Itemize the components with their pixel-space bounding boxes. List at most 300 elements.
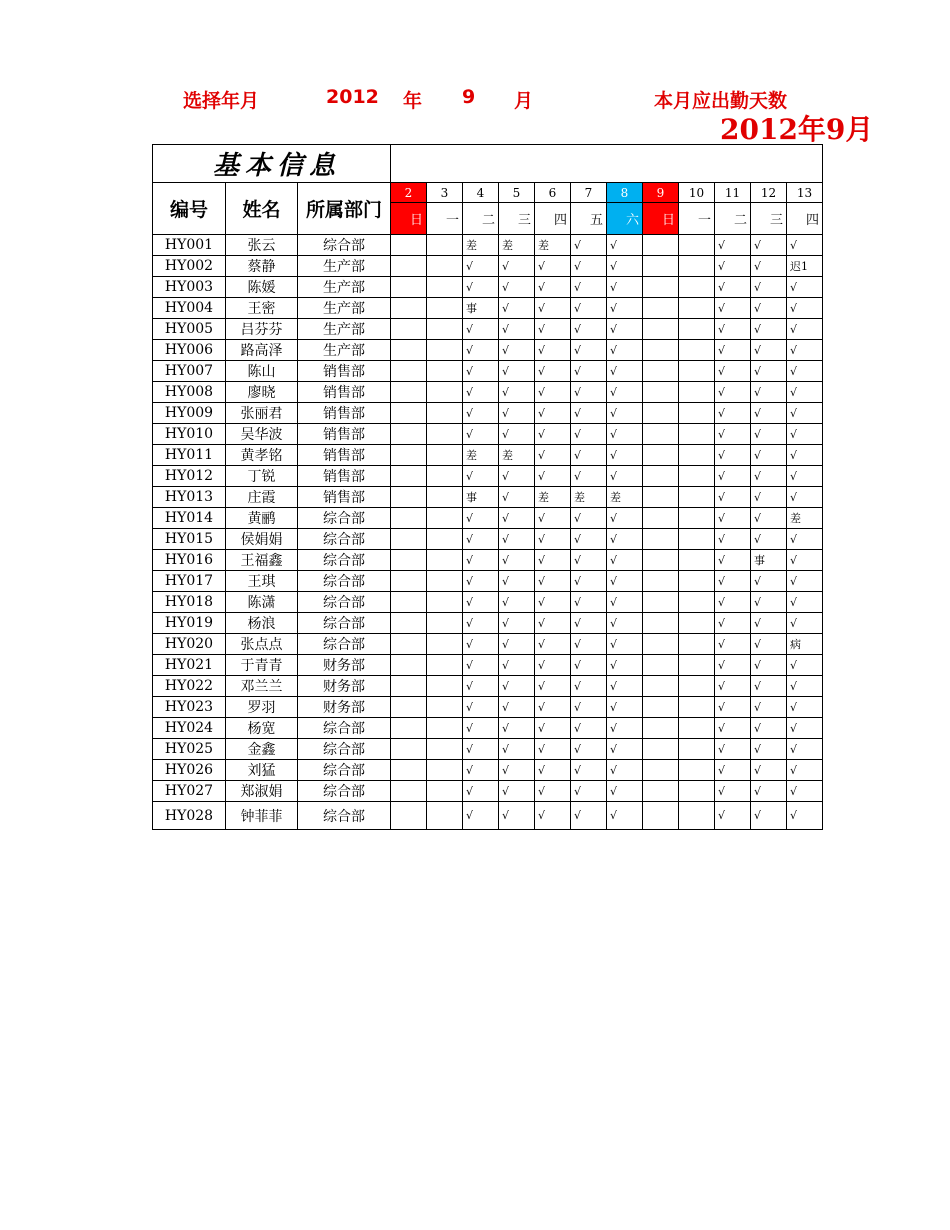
attendance-mark-cell[interactable]: √ bbox=[571, 298, 607, 319]
employee-id-cell[interactable]: HY027 bbox=[153, 781, 226, 802]
attendance-mark-cell[interactable]: √ bbox=[607, 634, 643, 655]
attendance-mark-cell[interactable]: √ bbox=[715, 256, 751, 277]
attendance-mark-cell[interactable]: √ bbox=[535, 718, 571, 739]
attendance-mark-cell[interactable] bbox=[391, 445, 427, 466]
employee-name-cell[interactable]: 罗羽 bbox=[226, 697, 298, 718]
attendance-mark-cell[interactable]: √ bbox=[535, 697, 571, 718]
department-cell[interactable]: 财务部 bbox=[298, 697, 391, 718]
attendance-mark-cell[interactable] bbox=[391, 466, 427, 487]
attendance-mark-cell[interactable]: √ bbox=[715, 760, 751, 781]
attendance-mark-cell[interactable]: √ bbox=[535, 550, 571, 571]
attendance-mark-cell[interactable]: √ bbox=[499, 319, 535, 340]
department-cell[interactable]: 生产部 bbox=[298, 298, 391, 319]
employee-id-cell[interactable]: HY001 bbox=[153, 235, 226, 256]
attendance-mark-cell[interactable] bbox=[427, 760, 463, 781]
attendance-mark-cell[interactable] bbox=[427, 298, 463, 319]
attendance-mark-cell[interactable] bbox=[391, 802, 427, 830]
attendance-mark-cell[interactable] bbox=[643, 508, 679, 529]
employee-id-cell[interactable]: HY028 bbox=[153, 802, 226, 830]
employee-name-cell[interactable]: 庄霞 bbox=[226, 487, 298, 508]
attendance-mark-cell[interactable]: √ bbox=[607, 340, 643, 361]
department-cell[interactable]: 销售部 bbox=[298, 361, 391, 382]
attendance-mark-cell[interactable]: √ bbox=[787, 613, 823, 634]
attendance-mark-cell[interactable] bbox=[643, 403, 679, 424]
attendance-mark-cell[interactable]: √ bbox=[535, 445, 571, 466]
attendance-mark-cell[interactable]: √ bbox=[535, 403, 571, 424]
employee-name-cell[interactable]: 张点点 bbox=[226, 634, 298, 655]
attendance-mark-cell[interactable]: √ bbox=[571, 718, 607, 739]
attendance-mark-cell[interactable]: √ bbox=[535, 613, 571, 634]
employee-id-cell[interactable]: HY023 bbox=[153, 697, 226, 718]
employee-name-cell[interactable]: 杨浪 bbox=[226, 613, 298, 634]
department-cell[interactable]: 综合部 bbox=[298, 235, 391, 256]
attendance-mark-cell[interactable] bbox=[427, 256, 463, 277]
attendance-mark-cell[interactable]: √ bbox=[463, 781, 499, 802]
attendance-mark-cell[interactable]: √ bbox=[787, 424, 823, 445]
attendance-mark-cell[interactable]: √ bbox=[787, 235, 823, 256]
attendance-mark-cell[interactable]: √ bbox=[751, 508, 787, 529]
attendance-mark-cell[interactable]: √ bbox=[715, 613, 751, 634]
attendance-mark-cell[interactable] bbox=[427, 277, 463, 298]
attendance-mark-cell[interactable] bbox=[427, 382, 463, 403]
attendance-mark-cell[interactable]: √ bbox=[751, 319, 787, 340]
attendance-mark-cell[interactable]: √ bbox=[607, 361, 643, 382]
employee-id-cell[interactable]: HY017 bbox=[153, 571, 226, 592]
attendance-mark-cell[interactable]: √ bbox=[607, 697, 643, 718]
attendance-mark-cell[interactable]: √ bbox=[571, 403, 607, 424]
attendance-mark-cell[interactable]: √ bbox=[607, 655, 643, 676]
attendance-mark-cell[interactable] bbox=[643, 634, 679, 655]
attendance-mark-cell[interactable] bbox=[427, 361, 463, 382]
attendance-mark-cell[interactable]: √ bbox=[463, 739, 499, 760]
attendance-mark-cell[interactable] bbox=[679, 529, 715, 550]
attendance-mark-cell[interactable]: √ bbox=[535, 361, 571, 382]
department-cell[interactable]: 生产部 bbox=[298, 277, 391, 298]
employee-name-cell[interactable]: 陈潇 bbox=[226, 592, 298, 613]
attendance-mark-cell[interactable] bbox=[679, 487, 715, 508]
attendance-mark-cell[interactable]: √ bbox=[463, 529, 499, 550]
attendance-mark-cell[interactable]: √ bbox=[463, 592, 499, 613]
attendance-mark-cell[interactable]: √ bbox=[499, 403, 535, 424]
attendance-mark-cell[interactable]: √ bbox=[751, 424, 787, 445]
month-value[interactable]: 9 bbox=[462, 86, 476, 108]
employee-name-cell[interactable]: 刘猛 bbox=[226, 760, 298, 781]
attendance-mark-cell[interactable]: √ bbox=[751, 235, 787, 256]
department-cell[interactable]: 销售部 bbox=[298, 382, 391, 403]
attendance-mark-cell[interactable] bbox=[391, 277, 427, 298]
attendance-mark-cell[interactable]: √ bbox=[607, 508, 643, 529]
attendance-mark-cell[interactable]: √ bbox=[715, 340, 751, 361]
attendance-mark-cell[interactable]: √ bbox=[751, 592, 787, 613]
attendance-mark-cell[interactable]: √ bbox=[571, 760, 607, 781]
attendance-mark-cell[interactable]: √ bbox=[535, 424, 571, 445]
employee-name-cell[interactable]: 黄孝铭 bbox=[226, 445, 298, 466]
attendance-mark-cell[interactable]: √ bbox=[499, 529, 535, 550]
attendance-mark-cell[interactable]: √ bbox=[535, 319, 571, 340]
attendance-mark-cell[interactable] bbox=[427, 529, 463, 550]
attendance-mark-cell[interactable]: √ bbox=[787, 466, 823, 487]
attendance-mark-cell[interactable] bbox=[643, 697, 679, 718]
attendance-mark-cell[interactable]: 差 bbox=[463, 445, 499, 466]
employee-id-cell[interactable]: HY011 bbox=[153, 445, 226, 466]
attendance-mark-cell[interactable]: √ bbox=[751, 340, 787, 361]
attendance-mark-cell[interactable]: √ bbox=[715, 634, 751, 655]
attendance-mark-cell[interactable]: √ bbox=[499, 592, 535, 613]
attendance-mark-cell[interactable]: √ bbox=[715, 655, 751, 676]
attendance-mark-cell[interactable]: √ bbox=[463, 361, 499, 382]
attendance-mark-cell[interactable] bbox=[679, 655, 715, 676]
attendance-mark-cell[interactable]: √ bbox=[751, 739, 787, 760]
attendance-mark-cell[interactable]: √ bbox=[499, 571, 535, 592]
employee-name-cell[interactable]: 侯娟娟 bbox=[226, 529, 298, 550]
department-cell[interactable]: 综合部 bbox=[298, 760, 391, 781]
attendance-mark-cell[interactable] bbox=[643, 613, 679, 634]
department-cell[interactable]: 综合部 bbox=[298, 739, 391, 760]
attendance-mark-cell[interactable]: √ bbox=[571, 466, 607, 487]
attendance-mark-cell[interactable] bbox=[643, 298, 679, 319]
attendance-mark-cell[interactable]: √ bbox=[499, 760, 535, 781]
attendance-mark-cell[interactable]: 差 bbox=[535, 235, 571, 256]
attendance-mark-cell[interactable] bbox=[427, 739, 463, 760]
attendance-mark-cell[interactable]: √ bbox=[751, 529, 787, 550]
attendance-mark-cell[interactable]: √ bbox=[751, 487, 787, 508]
attendance-mark-cell[interactable]: √ bbox=[715, 487, 751, 508]
attendance-mark-cell[interactable]: √ bbox=[499, 277, 535, 298]
attendance-mark-cell[interactable]: √ bbox=[499, 697, 535, 718]
employee-id-cell[interactable]: HY025 bbox=[153, 739, 226, 760]
attendance-mark-cell[interactable]: √ bbox=[571, 529, 607, 550]
attendance-mark-cell[interactable] bbox=[643, 487, 679, 508]
attendance-mark-cell[interactable] bbox=[427, 802, 463, 830]
employee-name-cell[interactable]: 张丽君 bbox=[226, 403, 298, 424]
attendance-mark-cell[interactable]: 差 bbox=[787, 508, 823, 529]
attendance-mark-cell[interactable]: √ bbox=[571, 550, 607, 571]
attendance-mark-cell[interactable] bbox=[679, 361, 715, 382]
attendance-mark-cell[interactable]: √ bbox=[535, 781, 571, 802]
attendance-mark-cell[interactable]: √ bbox=[715, 424, 751, 445]
attendance-mark-cell[interactable]: √ bbox=[463, 634, 499, 655]
attendance-mark-cell[interactable] bbox=[679, 340, 715, 361]
employee-id-cell[interactable]: HY020 bbox=[153, 634, 226, 655]
attendance-mark-cell[interactable]: √ bbox=[571, 445, 607, 466]
attendance-mark-cell[interactable]: √ bbox=[535, 508, 571, 529]
employee-name-cell[interactable]: 路高泽 bbox=[226, 340, 298, 361]
attendance-mark-cell[interactable]: √ bbox=[787, 445, 823, 466]
attendance-mark-cell[interactable]: √ bbox=[787, 361, 823, 382]
attendance-mark-cell[interactable] bbox=[643, 571, 679, 592]
department-cell[interactable]: 综合部 bbox=[298, 781, 391, 802]
employee-name-cell[interactable]: 杨宽 bbox=[226, 718, 298, 739]
attendance-mark-cell[interactable] bbox=[427, 613, 463, 634]
attendance-mark-cell[interactable] bbox=[391, 613, 427, 634]
employee-name-cell[interactable]: 金鑫 bbox=[226, 739, 298, 760]
attendance-mark-cell[interactable]: √ bbox=[787, 676, 823, 697]
employee-id-cell[interactable]: HY015 bbox=[153, 529, 226, 550]
attendance-mark-cell[interactable]: √ bbox=[535, 592, 571, 613]
attendance-mark-cell[interactable]: √ bbox=[751, 760, 787, 781]
attendance-mark-cell[interactable]: √ bbox=[751, 382, 787, 403]
attendance-mark-cell[interactable] bbox=[679, 508, 715, 529]
attendance-mark-cell[interactable]: 病 bbox=[787, 634, 823, 655]
attendance-mark-cell[interactable] bbox=[679, 592, 715, 613]
attendance-mark-cell[interactable]: √ bbox=[787, 277, 823, 298]
attendance-mark-cell[interactable]: √ bbox=[571, 340, 607, 361]
attendance-mark-cell[interactable] bbox=[391, 235, 427, 256]
attendance-mark-cell[interactable]: √ bbox=[535, 760, 571, 781]
attendance-mark-cell[interactable]: √ bbox=[535, 340, 571, 361]
attendance-mark-cell[interactable] bbox=[679, 613, 715, 634]
attendance-mark-cell[interactable]: √ bbox=[751, 697, 787, 718]
attendance-mark-cell[interactable]: √ bbox=[751, 277, 787, 298]
attendance-mark-cell[interactable]: √ bbox=[571, 382, 607, 403]
attendance-mark-cell[interactable] bbox=[643, 718, 679, 739]
attendance-mark-cell[interactable] bbox=[643, 277, 679, 298]
attendance-mark-cell[interactable]: √ bbox=[715, 676, 751, 697]
employee-name-cell[interactable]: 于青青 bbox=[226, 655, 298, 676]
employee-id-cell[interactable]: HY002 bbox=[153, 256, 226, 277]
attendance-mark-cell[interactable] bbox=[427, 319, 463, 340]
attendance-mark-cell[interactable]: √ bbox=[751, 298, 787, 319]
attendance-mark-cell[interactable]: √ bbox=[499, 676, 535, 697]
attendance-mark-cell[interactable]: √ bbox=[751, 613, 787, 634]
employee-id-cell[interactable]: HY013 bbox=[153, 487, 226, 508]
attendance-mark-cell[interactable]: √ bbox=[571, 361, 607, 382]
attendance-mark-cell[interactable]: √ bbox=[715, 739, 751, 760]
attendance-mark-cell[interactable]: √ bbox=[715, 697, 751, 718]
attendance-mark-cell[interactable] bbox=[679, 382, 715, 403]
attendance-mark-cell[interactable] bbox=[391, 718, 427, 739]
employee-id-cell[interactable]: HY010 bbox=[153, 424, 226, 445]
attendance-mark-cell[interactable]: 差 bbox=[499, 445, 535, 466]
attendance-mark-cell[interactable]: √ bbox=[535, 382, 571, 403]
attendance-mark-cell[interactable]: √ bbox=[535, 298, 571, 319]
attendance-mark-cell[interactable]: √ bbox=[607, 613, 643, 634]
employee-id-cell[interactable]: HY009 bbox=[153, 403, 226, 424]
attendance-mark-cell[interactable] bbox=[643, 676, 679, 697]
attendance-mark-cell[interactable]: √ bbox=[463, 571, 499, 592]
attendance-mark-cell[interactable] bbox=[391, 340, 427, 361]
attendance-mark-cell[interactable]: √ bbox=[463, 403, 499, 424]
attendance-mark-cell[interactable] bbox=[427, 718, 463, 739]
attendance-mark-cell[interactable]: √ bbox=[787, 802, 823, 830]
attendance-mark-cell[interactable] bbox=[391, 697, 427, 718]
attendance-mark-cell[interactable] bbox=[427, 781, 463, 802]
attendance-mark-cell[interactable]: √ bbox=[607, 256, 643, 277]
employee-id-cell[interactable]: HY019 bbox=[153, 613, 226, 634]
attendance-mark-cell[interactable] bbox=[643, 424, 679, 445]
attendance-mark-cell[interactable] bbox=[391, 571, 427, 592]
attendance-mark-cell[interactable]: √ bbox=[715, 781, 751, 802]
attendance-mark-cell[interactable]: √ bbox=[499, 802, 535, 830]
attendance-mark-cell[interactable]: √ bbox=[751, 361, 787, 382]
employee-id-cell[interactable]: HY016 bbox=[153, 550, 226, 571]
attendance-mark-cell[interactable]: √ bbox=[715, 403, 751, 424]
attendance-mark-cell[interactable]: √ bbox=[715, 382, 751, 403]
department-cell[interactable]: 生产部 bbox=[298, 256, 391, 277]
attendance-mark-cell[interactable] bbox=[427, 487, 463, 508]
attendance-mark-cell[interactable]: √ bbox=[535, 571, 571, 592]
attendance-mark-cell[interactable]: √ bbox=[499, 739, 535, 760]
employee-id-cell[interactable]: HY005 bbox=[153, 319, 226, 340]
attendance-mark-cell[interactable] bbox=[427, 592, 463, 613]
attendance-mark-cell[interactable]: √ bbox=[607, 277, 643, 298]
attendance-mark-cell[interactable]: √ bbox=[787, 760, 823, 781]
attendance-mark-cell[interactable] bbox=[391, 319, 427, 340]
attendance-mark-cell[interactable] bbox=[427, 340, 463, 361]
attendance-mark-cell[interactable]: √ bbox=[751, 403, 787, 424]
attendance-mark-cell[interactable]: √ bbox=[499, 340, 535, 361]
attendance-mark-cell[interactable]: √ bbox=[463, 340, 499, 361]
employee-name-cell[interactable]: 吕芬芬 bbox=[226, 319, 298, 340]
attendance-mark-cell[interactable]: √ bbox=[463, 802, 499, 830]
employee-id-cell[interactable]: HY022 bbox=[153, 676, 226, 697]
employee-name-cell[interactable]: 吴华波 bbox=[226, 424, 298, 445]
attendance-mark-cell[interactable] bbox=[679, 634, 715, 655]
attendance-mark-cell[interactable]: √ bbox=[463, 466, 499, 487]
department-cell[interactable]: 综合部 bbox=[298, 802, 391, 830]
employee-name-cell[interactable]: 丁锐 bbox=[226, 466, 298, 487]
attendance-mark-cell[interactable]: √ bbox=[787, 340, 823, 361]
attendance-mark-cell[interactable]: √ bbox=[751, 445, 787, 466]
attendance-mark-cell[interactable]: √ bbox=[535, 529, 571, 550]
attendance-mark-cell[interactable]: √ bbox=[499, 487, 535, 508]
attendance-mark-cell[interactable]: √ bbox=[607, 676, 643, 697]
employee-name-cell[interactable]: 陈山 bbox=[226, 361, 298, 382]
attendance-mark-cell[interactable] bbox=[643, 529, 679, 550]
attendance-mark-cell[interactable]: √ bbox=[571, 592, 607, 613]
attendance-mark-cell[interactable]: 迟1 bbox=[787, 256, 823, 277]
attendance-mark-cell[interactable] bbox=[679, 781, 715, 802]
attendance-mark-cell[interactable]: √ bbox=[607, 445, 643, 466]
employee-name-cell[interactable]: 张云 bbox=[226, 235, 298, 256]
attendance-mark-cell[interactable]: √ bbox=[571, 802, 607, 830]
department-cell[interactable]: 生产部 bbox=[298, 319, 391, 340]
attendance-mark-cell[interactable]: √ bbox=[715, 550, 751, 571]
attendance-mark-cell[interactable]: √ bbox=[571, 676, 607, 697]
attendance-mark-cell[interactable]: √ bbox=[607, 571, 643, 592]
attendance-mark-cell[interactable] bbox=[391, 508, 427, 529]
attendance-mark-cell[interactable]: √ bbox=[715, 718, 751, 739]
attendance-mark-cell[interactable] bbox=[679, 550, 715, 571]
attendance-mark-cell[interactable]: √ bbox=[607, 718, 643, 739]
attendance-mark-cell[interactable]: √ bbox=[463, 256, 499, 277]
attendance-mark-cell[interactable]: √ bbox=[571, 613, 607, 634]
attendance-mark-cell[interactable]: √ bbox=[499, 298, 535, 319]
attendance-mark-cell[interactable]: √ bbox=[607, 760, 643, 781]
attendance-mark-cell[interactable]: √ bbox=[715, 298, 751, 319]
attendance-mark-cell[interactable] bbox=[679, 256, 715, 277]
attendance-mark-cell[interactable]: √ bbox=[571, 508, 607, 529]
attendance-mark-cell[interactable]: 差 bbox=[499, 235, 535, 256]
attendance-mark-cell[interactable]: √ bbox=[751, 718, 787, 739]
attendance-mark-cell[interactable]: √ bbox=[715, 235, 751, 256]
attendance-mark-cell[interactable] bbox=[391, 487, 427, 508]
attendance-mark-cell[interactable] bbox=[643, 256, 679, 277]
attendance-mark-cell[interactable] bbox=[391, 424, 427, 445]
attendance-mark-cell[interactable] bbox=[643, 319, 679, 340]
attendance-mark-cell[interactable]: √ bbox=[571, 277, 607, 298]
attendance-mark-cell[interactable] bbox=[391, 550, 427, 571]
employee-name-cell[interactable]: 廖晓 bbox=[226, 382, 298, 403]
department-cell[interactable]: 综合部 bbox=[298, 634, 391, 655]
attendance-mark-cell[interactable]: √ bbox=[751, 466, 787, 487]
attendance-mark-cell[interactable]: √ bbox=[607, 529, 643, 550]
attendance-mark-cell[interactable]: √ bbox=[571, 697, 607, 718]
attendance-mark-cell[interactable]: √ bbox=[499, 634, 535, 655]
employee-name-cell[interactable]: 王福鑫 bbox=[226, 550, 298, 571]
attendance-mark-cell[interactable] bbox=[679, 676, 715, 697]
attendance-mark-cell[interactable] bbox=[427, 235, 463, 256]
attendance-mark-cell[interactable]: √ bbox=[499, 466, 535, 487]
attendance-mark-cell[interactable]: √ bbox=[607, 466, 643, 487]
attendance-mark-cell[interactable]: √ bbox=[607, 592, 643, 613]
attendance-mark-cell[interactable]: 事 bbox=[463, 487, 499, 508]
attendance-mark-cell[interactable]: √ bbox=[787, 298, 823, 319]
attendance-mark-cell[interactable]: √ bbox=[499, 508, 535, 529]
attendance-mark-cell[interactable] bbox=[427, 550, 463, 571]
attendance-mark-cell[interactable]: √ bbox=[715, 319, 751, 340]
attendance-mark-cell[interactable]: √ bbox=[787, 697, 823, 718]
employee-name-cell[interactable]: 陈媛 bbox=[226, 277, 298, 298]
department-cell[interactable]: 销售部 bbox=[298, 487, 391, 508]
attendance-mark-cell[interactable]: √ bbox=[463, 319, 499, 340]
attendance-mark-cell[interactable]: √ bbox=[751, 781, 787, 802]
attendance-mark-cell[interactable]: √ bbox=[715, 508, 751, 529]
attendance-mark-cell[interactable] bbox=[391, 256, 427, 277]
attendance-mark-cell[interactable]: √ bbox=[571, 571, 607, 592]
attendance-mark-cell[interactable] bbox=[391, 760, 427, 781]
attendance-mark-cell[interactable] bbox=[679, 760, 715, 781]
attendance-mark-cell[interactable]: √ bbox=[751, 802, 787, 830]
attendance-mark-cell[interactable]: √ bbox=[607, 550, 643, 571]
attendance-mark-cell[interactable]: √ bbox=[499, 424, 535, 445]
attendance-mark-cell[interactable]: √ bbox=[787, 592, 823, 613]
attendance-mark-cell[interactable] bbox=[679, 319, 715, 340]
attendance-mark-cell[interactable] bbox=[679, 718, 715, 739]
attendance-mark-cell[interactable]: √ bbox=[787, 718, 823, 739]
attendance-mark-cell[interactable]: √ bbox=[607, 781, 643, 802]
attendance-mark-cell[interactable] bbox=[679, 403, 715, 424]
attendance-mark-cell[interactable] bbox=[679, 445, 715, 466]
attendance-mark-cell[interactable]: √ bbox=[535, 634, 571, 655]
attendance-mark-cell[interactable] bbox=[679, 739, 715, 760]
attendance-mark-cell[interactable]: √ bbox=[715, 277, 751, 298]
attendance-mark-cell[interactable]: √ bbox=[787, 781, 823, 802]
attendance-mark-cell[interactable] bbox=[391, 781, 427, 802]
attendance-mark-cell[interactable]: √ bbox=[715, 571, 751, 592]
attendance-mark-cell[interactable]: √ bbox=[715, 466, 751, 487]
attendance-mark-cell[interactable] bbox=[427, 508, 463, 529]
attendance-mark-cell[interactable]: √ bbox=[463, 382, 499, 403]
department-cell[interactable]: 生产部 bbox=[298, 340, 391, 361]
attendance-mark-cell[interactable]: √ bbox=[607, 802, 643, 830]
department-cell[interactable]: 销售部 bbox=[298, 445, 391, 466]
attendance-mark-cell[interactable] bbox=[391, 739, 427, 760]
attendance-mark-cell[interactable]: √ bbox=[787, 739, 823, 760]
department-cell[interactable]: 财务部 bbox=[298, 676, 391, 697]
employee-id-cell[interactable]: HY018 bbox=[153, 592, 226, 613]
attendance-mark-cell[interactable]: √ bbox=[463, 676, 499, 697]
employee-id-cell[interactable]: HY004 bbox=[153, 298, 226, 319]
employee-id-cell[interactable]: HY006 bbox=[153, 340, 226, 361]
attendance-mark-cell[interactable]: √ bbox=[607, 424, 643, 445]
employee-id-cell[interactable]: HY007 bbox=[153, 361, 226, 382]
attendance-mark-cell[interactable]: √ bbox=[463, 718, 499, 739]
attendance-mark-cell[interactable]: √ bbox=[571, 781, 607, 802]
employee-id-cell[interactable]: HY003 bbox=[153, 277, 226, 298]
attendance-mark-cell[interactable]: √ bbox=[787, 403, 823, 424]
attendance-mark-cell[interactable]: √ bbox=[571, 634, 607, 655]
